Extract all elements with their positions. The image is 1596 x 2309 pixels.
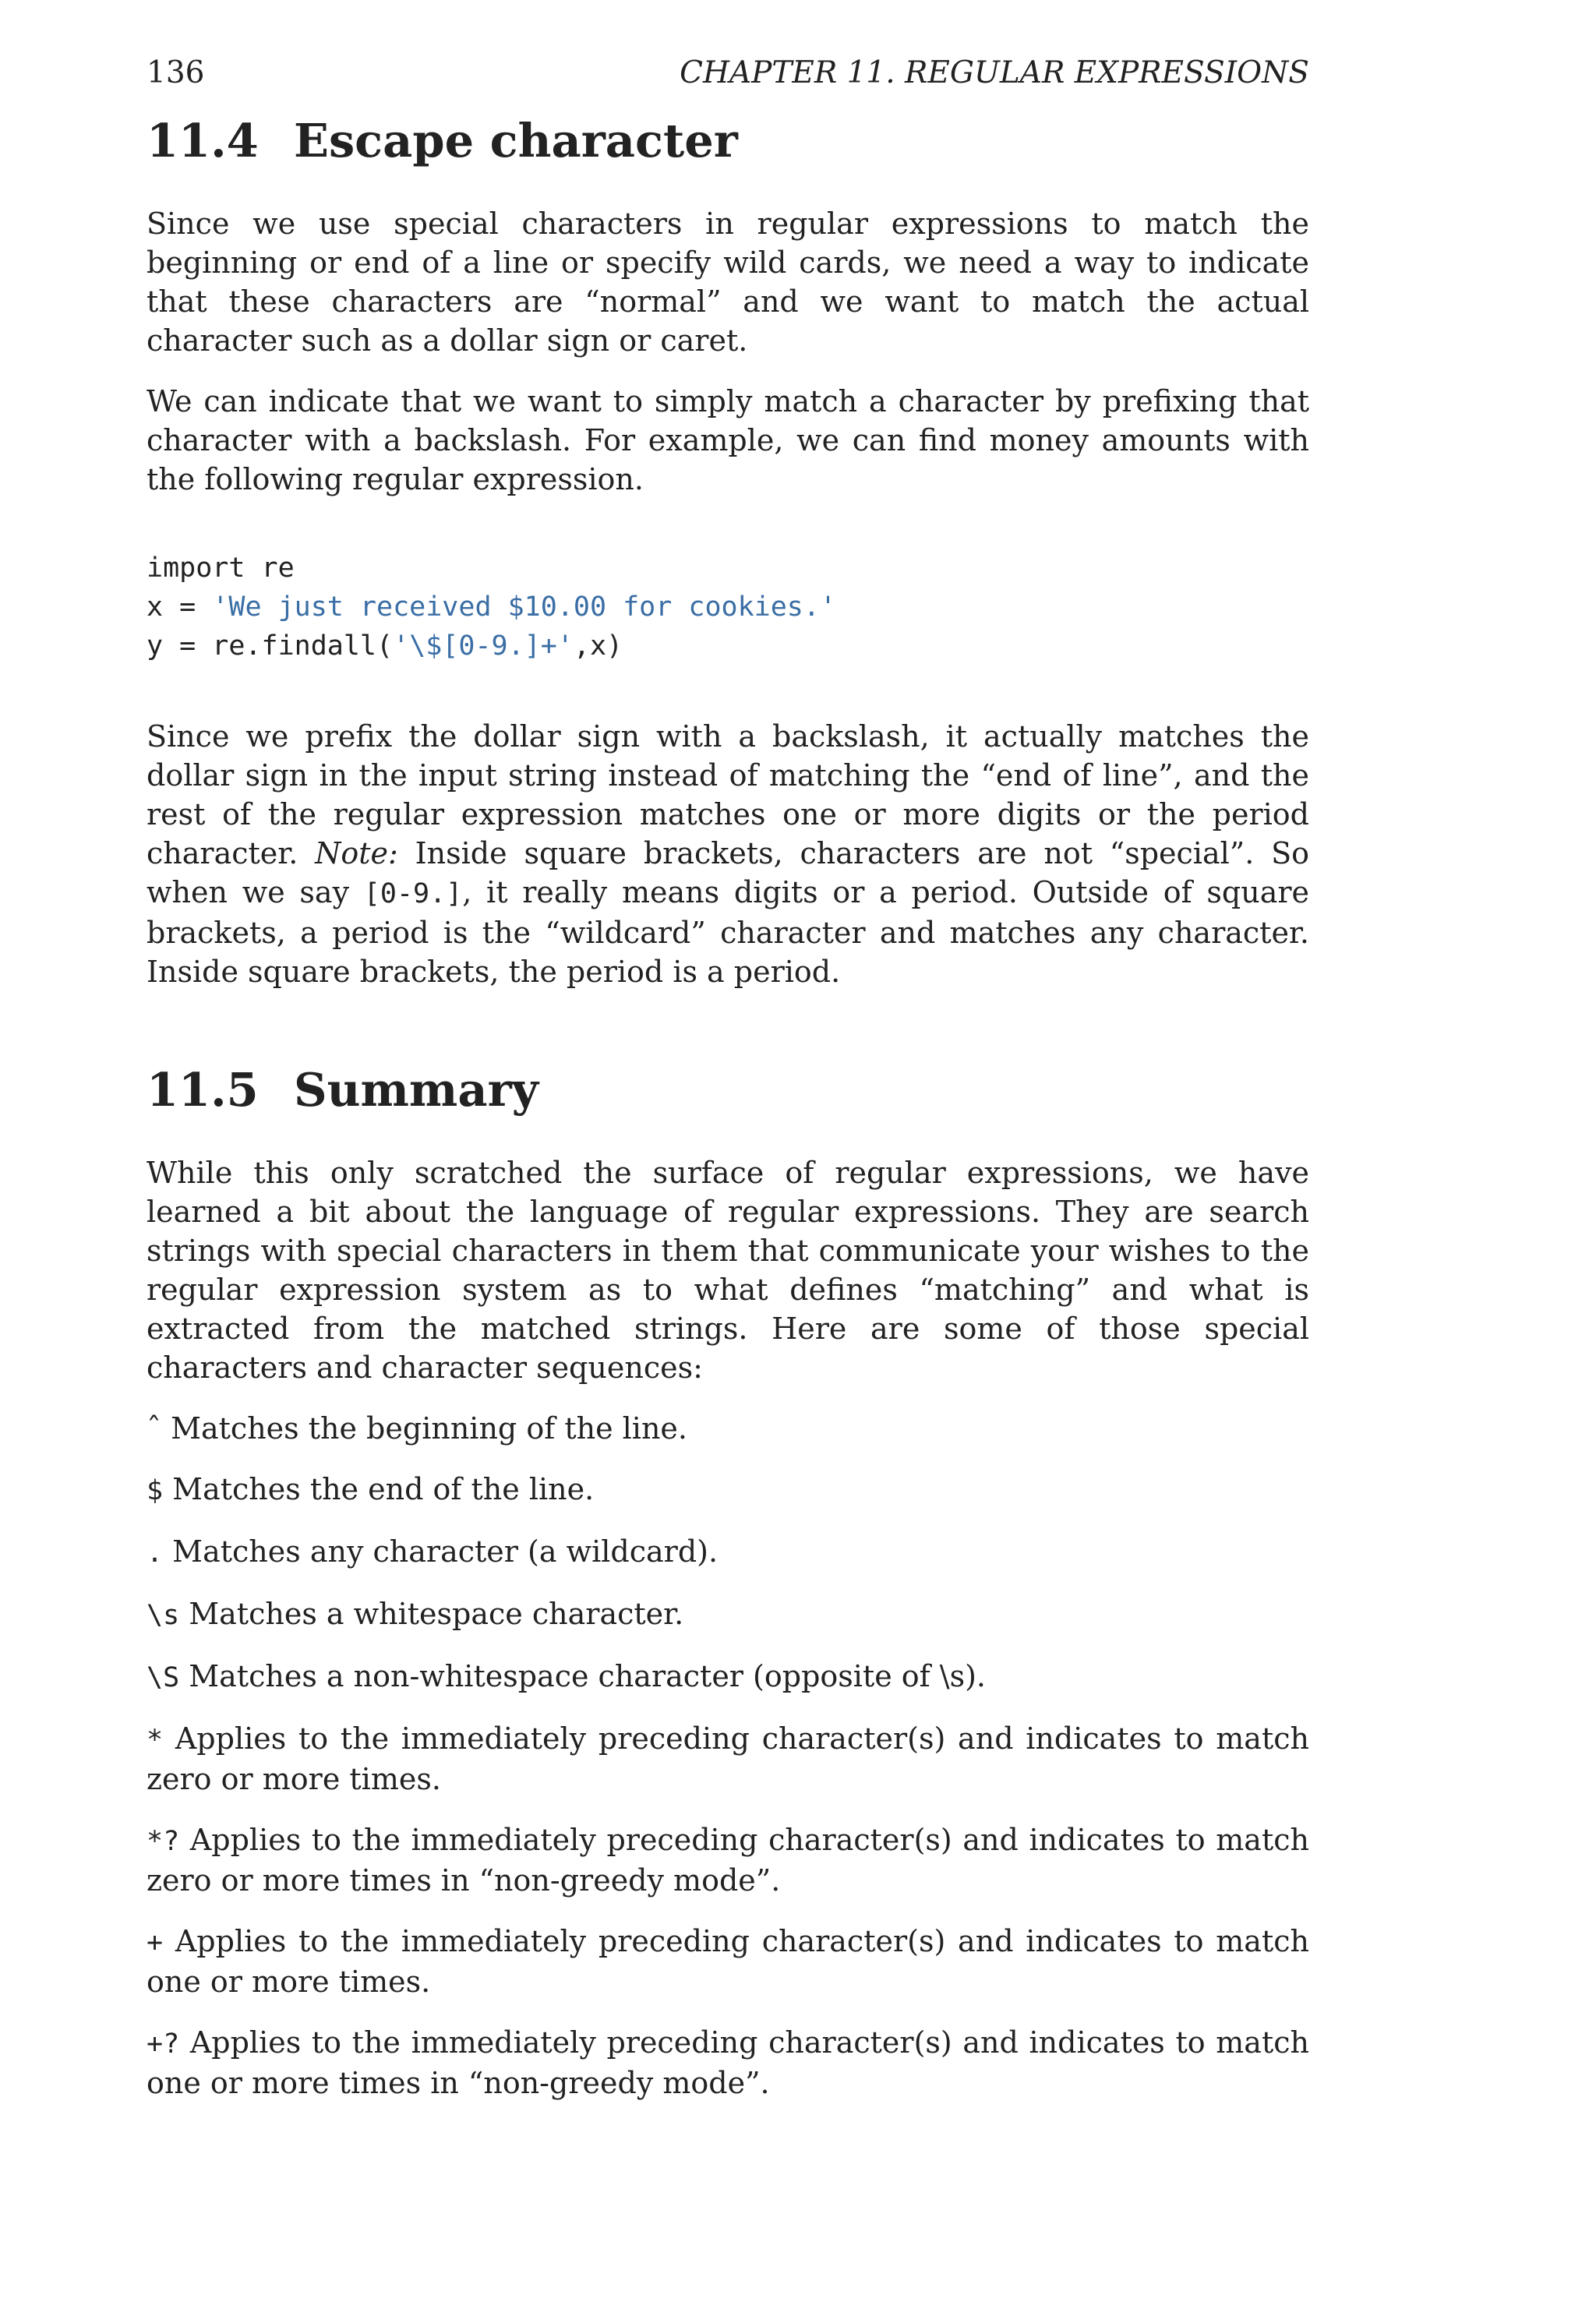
symbol: ˆ (147, 1411, 161, 1446)
list-item: + Applies to the immediately preceding character(s) and indicates to match one or more times. (147, 1924, 1309, 1999)
section-title: Escape character (294, 114, 738, 168)
list-item: ˆ Matches the beginning of the line. (147, 1411, 688, 1446)
list-item: $ Matches the end of the line. (147, 1472, 595, 1506)
symbol: \S (147, 1662, 180, 1693)
list-item: *? Applies to the immediately preceding character(s) and indicates to match zero or more times in “non-greedy mode”. (147, 1823, 1309, 1898)
section-heading-escape (147, 112, 1309, 170)
code-line: import re (147, 553, 295, 584)
chapter-title: CHAPTER 11. REGULAR EXPRESSIONS (680, 55, 1309, 90)
symbol: \s (147, 1600, 180, 1631)
paragraph: Since we prefix the dollar sign with a backslash, it actually matches the dollar sign in the input string instead of matching the “end of line”, and the rest of the regular expression matches one or more digits or the period character. Note: Inside square brackets, characters are not “special”. So when we say [0-9.], it really means digits or a period. Outside of square brackets, a period is the “wildcard” character and matches any character. Inside square brackets, the period is a period. (147, 719, 1309, 989)
section-number: 11.5 (147, 1063, 259, 1117)
symbol: * (147, 1725, 164, 1756)
running-head (147, 55, 1309, 92)
special-character-list (147, 1409, 1309, 2102)
list-item: \s Matches a whitespace character. (147, 1597, 684, 1631)
note-label: Note: (315, 836, 398, 870)
list-item: * Applies to the immediately preceding character(s) and indicates to match zero or more times. (147, 1721, 1309, 1796)
list-item: +? Applies to the immediately preceding character(s) and indicates to match one or more times in “non-greedy mode”. (147, 2025, 1309, 2100)
section-title: Summary (294, 1063, 538, 1117)
inline-code: [0-9.] (363, 878, 463, 909)
code-block (147, 549, 1309, 666)
symbol: . (147, 1538, 164, 1569)
section-number: 11.4 (147, 114, 259, 168)
symbol: *? (147, 1826, 180, 1857)
symbol: +? (147, 2028, 180, 2060)
list-item: . Matches any character (a wildcard). (147, 1534, 719, 1569)
section-heading-summary (147, 1061, 1309, 1119)
code-line: x = 'We just received $10.00 for cookies.' (147, 591, 837, 623)
list-item: \S Matches a non-whitespace character (opposite of \s). (147, 1659, 987, 1693)
code-line: y = re.findall('\$[0-9.]+',x) (147, 630, 623, 662)
code-string: '\$[0-9.]+' (393, 630, 574, 662)
paragraph: Since we use special characters in regular expressions to match the beginning or end of a line or specify wild cards, we need a way to indicate that these characters are “normal” and we want to match the actual character such as a dollar sign or caret. (147, 207, 1309, 358)
code-string: 'We just received $10.00 for cookies.' (212, 591, 837, 623)
document-page (147, 55, 1309, 2102)
symbol: $ (147, 1475, 164, 1506)
page-number: 136 (147, 55, 205, 90)
paragraph: While this only scratched the surface of regular expressions, we have learned a bit about the language of regular expressions. They are search strings with special characters in them that communicate your wishes to the regular expression system as to what defines “matching” and what is extracted from the matched strings. Here are some of those special characters and character sequences: (147, 1156, 1309, 1385)
paragraph: We can indicate that we want to simply match a character by prefixing that character with a backslash. For example, we can find money amounts with the following regular expression. (147, 384, 1309, 496)
symbol: + (147, 1927, 164, 1958)
